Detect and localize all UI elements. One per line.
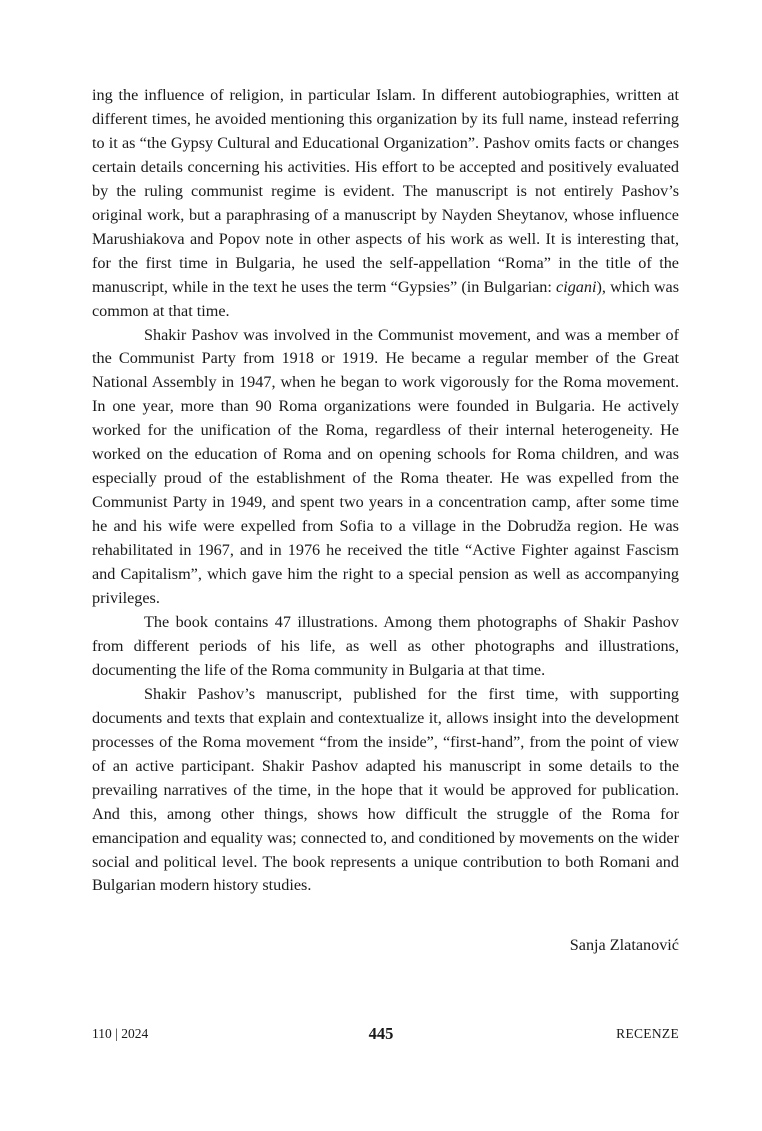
- article-body: [92, 84, 679, 898]
- paragraph-4: Shakir Pashov’s manuscript, published for the first time, with supporting documents and texts that explain and contextualize it, allows insight into the development processes of the Roma movement “from the inside”, “first-hand”, from the point of view of an active participant. Shakir Pashov adapted his manuscript in some details to the prevailing narratives of the time, in the hope that it would be approved for publication. And this, among other things, shows how difficult the struggle of the Roma for emancipation and equality was; connected to, and conditioned by movements on the wider social and political level. The book represents a unique contribution to both Romani and Bulgarian modern history studies.: [92, 684, 679, 895]
- paragraph-2: Shakir Pashov was involved in the Communist movement, and was a member of the Communist Party from 1918 or 1919. He became a regular member of the Great National Assembly in 1947, when he began to work vigorously for the Roma movement. In one year, more than 90 Roma organizations were founded in Bulgaria. He actively worked for the unification of the Roma, regardless of their internal heterogeneity. He worked on the education of Roma and on opening schools for Roma children, and was especially proud of the establishment of the Roma theater. He was expelled from the Communist Party in 1949, and spent two years in a concentration camp, after some time he and his wife were expelled from Sofia to a village in the Dobrudža region. He was rehabilitated in 1967, and in 1976 he received the title “Active Fighter against Fascism and Capitalism”, which gave him the right to a special pension as well as accompanying privileges.: [92, 325, 679, 608]
- paragraph-3: The book contains 47 illustrations. Among them photographs of Shakir Pashov from different periods of his life, as well as other photographs and illustrations, documenting the life of the Roma community in Bulgaria at that time.: [92, 612, 679, 679]
- paragraph-1: [92, 84, 679, 324]
- paragraph-1-tail: ), which was common at that time.: [92, 277, 680, 320]
- footer-section: RECENZE: [616, 1026, 679, 1041]
- paragraph-1-italic-term: cigani: [556, 277, 597, 296]
- author-signature: Sanja Zlatanović: [569, 936, 679, 954]
- page-number: 445: [368, 1024, 394, 1043]
- paragraph-1-text: ing the influence of religion, in particular Islam. In different autobiographies, written at different times, he avoided mentioning this organization by its full name, instead referring to it as “the Gypsy Cultural and Educational Organization”. Pashov omits facts or changes certain details concerning his activities. His effort to be accepted and positively evaluated by the ruling communist regime is evident. The manuscript is not entirely Pashov’s original work, but a paraphrasing of a manuscript by Nayden Sheytanov, whose influence Marushiakova and Popov note in other aspects of his work as well. It is interesting that, for the first time in Bulgaria, he used the self-appellation “Roma” in the title of the manuscript, while in the text he uses the term “Gypsies” (in Bulgarian:: [92, 86, 679, 296]
- footer-issue: 110 | 2024: [92, 1026, 149, 1041]
